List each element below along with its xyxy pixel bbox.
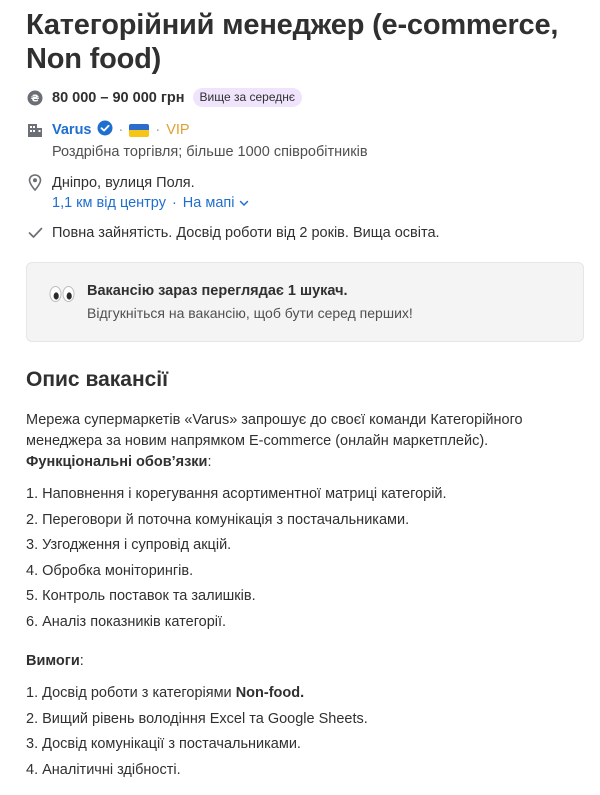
list-item: 5. Контроль поставок та залишків. [26,588,256,605]
list-item: 4. Обробка моніторингів. [26,562,194,579]
vip-badge: VIP [166,122,190,138]
ukraine-flag-icon [129,124,149,137]
requirement-prefix: 1. Досвід роботи з категоріями [26,685,236,701]
distance-link[interactable]: 1,1 км від центру [52,195,166,211]
separator-dot: · [118,122,124,138]
money-icon [26,90,44,106]
description-heading: Опис вакансії [26,368,169,391]
duties-heading: Функціональні обов’язки [26,454,208,470]
requirements-heading-row [26,653,84,669]
building-icon [26,122,44,138]
colon: : [79,653,84,669]
list-item: 4. Аналітичні здібності. [26,761,181,778]
list-item: 2. Переговори й поточна комунікація з постачальниками. [26,511,410,528]
separator-dot: · [155,122,161,138]
list-item: 3. Узгодження і супровід акцій. [26,537,232,554]
salary-row [26,88,302,107]
duties-list [26,484,586,638]
notice-title: Вакансію зараз переглядає 1 шукач. [87,283,348,299]
employment-info: Повна зайнятість. Досвід роботи від 2 років. Вища освіта. [52,225,440,241]
separator-dot: · [171,195,177,211]
salary-badge: Вище за середнє [193,88,302,107]
company-row [26,120,190,140]
list-item: 3. Досвід комунікації з постачальниками. [26,736,301,753]
address: Дніпро, вулиця Поля. [52,174,195,191]
distance-row [52,195,249,211]
requirements-heading: Вимоги [26,653,80,669]
company-description: Роздрібна торгівля; більше 1000 співробітників [52,144,368,160]
requirements-list [26,683,586,785]
vacancy-title: Категорійний менеджер (e-commerce, Non food) [26,9,559,75]
verified-icon [97,120,113,140]
company-link[interactable]: Varus [52,122,92,138]
list-item [26,683,586,709]
location-pin-icon [26,174,44,191]
address-row [26,174,195,191]
chevron-down-icon[interactable] [239,195,249,211]
svg-text:₴: ₴ [30,93,40,104]
salary-amount: 80 000 – 90 000 грн [52,89,185,106]
list-item: 6. Аналіз показників категорії. [26,613,227,630]
intro-text: Мережа супермаркетів «Varus» запрошує до своєї команди Категорійного менеджера за новим напрямком E-commerce (онлайн маркетплейс). [26,412,523,449]
description-intro [26,410,566,473]
list-item: 1. Наповнення і корегування асортиментної матриці категорій. [26,486,447,502]
eyes-icon [49,285,75,307]
check-icon [26,227,44,239]
map-link[interactable]: На мапі [182,195,235,211]
colon: : [207,454,212,470]
requirement-bold: Non-food. [235,685,305,701]
viewers-notice [26,262,584,342]
list-item: 2. Вищий рівень володіння Excel та Google Sheets. [26,710,368,727]
notice-subtitle: Відгукніться на вакансію, щоб бути серед перших! [87,305,413,321]
employment-row [26,225,440,241]
